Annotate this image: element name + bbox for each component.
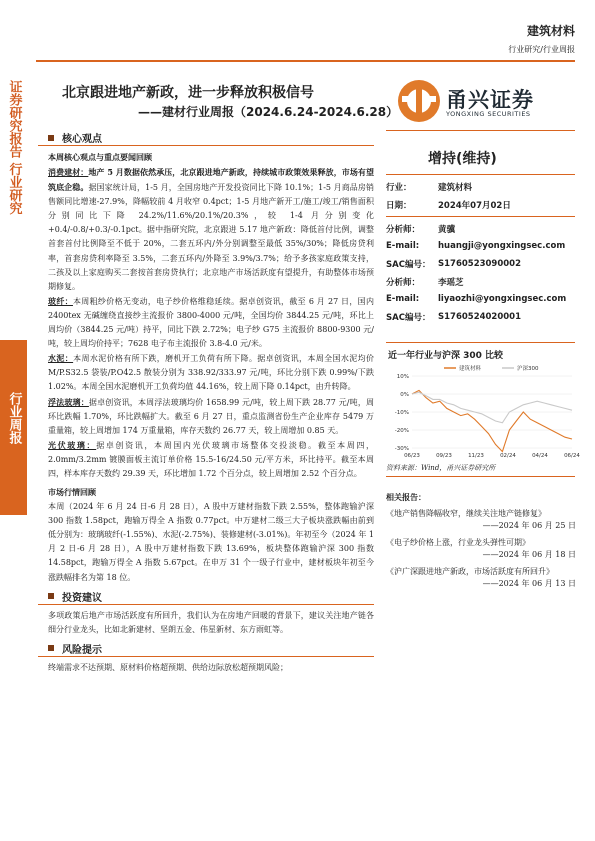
- info-industry: 行业： 建筑材料: [386, 183, 473, 193]
- side-tag-text: 证券研究报告 行业研究: [6, 80, 22, 215]
- consumption-bold: 地产 5 月数据依然承压，北京跟进地产新政，持续城市政策效果释放，市场有望筑底企稳。: [48, 167, 374, 193]
- report-title: 北京跟进地产新政，进一步释放积极信号: [62, 85, 314, 101]
- section-risk-title: 风险提示: [62, 644, 102, 656]
- legend-label: 沪深300: [517, 366, 539, 372]
- info-block: [386, 178, 576, 214]
- section-core-title: 核心观点: [62, 134, 102, 145]
- market-heading: 市场行情回顾: [48, 488, 96, 498]
- y-tick-label: -30%: [394, 446, 409, 452]
- para-invest: 多项政策后地产市场活跃度有所回升，我们认为在房地产回暖的背景下，建议关注地产链各细分行业龙头，比如北新建材、坚朗五金、伟星新材、东方雨虹等。: [48, 610, 374, 634]
- rating: 增持(维持): [428, 151, 497, 167]
- analyst2-sac: SAC编号： S1760524020001: [386, 312, 522, 323]
- glass-body: 本周粗纱价格无变动，电子纱价格维稳延续。据卓创资讯，截至 6 月 27 日，国内 2400tex 无碱缠绕直接纱主流报价 3800-4000 元/吨，全国均价 3844.25 元/吨，环比上周均价（3844.25 元/吨）持平，同比下跌 2.72%；电子纱 G75 主流报价 8800-9300 元/吨，较上周均价持平；7628 电子布主流报价 3.8-4.0 元/米。: [48, 296, 374, 349]
- section-core: [38, 130, 374, 146]
- analyst1-email: E-mail: huangji@yongxingsec.com: [386, 238, 576, 255]
- series-line-2: [412, 392, 572, 423]
- logo-en: YONGXING SECURITIES: [446, 110, 531, 118]
- para-market: 本周（2024 年 6 月 24 日-6 月 28 日），A 股中万建材指数下跌 2.55%，整体跑输沪深 300 指数 1.58pct，跑输万得全 A 指数 0.77pct。中万建材二级三大子板块涨跌幅由前到低分别为：玻璃玻纤(-1.55%)、水泥(-2.75%)、装修建材(-3.01%)。年初至今（2024 年 1 月 2 日-6 月 28 日），A 股中万建材指数下跌 13.69%，板块整体跑输沪深 300 指数 14.58pct，跑输万得全 A 指数 5.67pct。在申万 31 个一级子行业中，建材板块年初至今涨跌幅排名为第 18 位。: [48, 502, 374, 582]
- para-risk: 终端需求不达预期、原材料价格超预期、供给边际放松超预期风险；: [48, 662, 288, 672]
- core-subheading: 本周核心观点与重点要闻回顾: [48, 153, 152, 162]
- analyst2-email-link[interactable]: liyaozhi@yongxingsec.com: [438, 294, 567, 304]
- para-float-glass: [48, 395, 374, 438]
- glass-lead: 玻纤：: [48, 295, 73, 306]
- para-pv-glass: [48, 438, 374, 481]
- y-tick-label: -10%: [394, 410, 409, 416]
- header-subline: 行业研究/行业周报: [508, 45, 575, 54]
- y-tick-label: -20%: [394, 428, 409, 434]
- analyst2-email: E-mail: liyaozhi@yongxingsec.com: [386, 294, 567, 304]
- x-tick-label: 06/24: [564, 453, 580, 459]
- related-heading: 相关报告：: [386, 493, 426, 502]
- related-item-2[interactable]: 《电子纱价格上涨，行业龙头弹性可期》: [386, 537, 530, 547]
- chart-rule: [386, 342, 575, 343]
- related-item-3[interactable]: 《沪广深跟进地产新政，市场活跃度有所回升》: [386, 566, 554, 576]
- y-tick-label: 0%: [400, 392, 409, 398]
- related-date-3: ——2024 年 06 月 13 日: [482, 579, 576, 588]
- rating-rule: [386, 174, 575, 175]
- logo-rule: [386, 130, 575, 131]
- related-reports: [386, 492, 576, 595]
- pv-body: 据卓创资讯，本周国内光伏玻璃市场整体交投淡稳。截至本周四，2.0mm/3.2mm 镀膜面板主流订单价格 15.5-16/24.50 元/平方米，环比持平。截至本周四，样本库存天数约 29.39 天，环比增加 1.72 个百分点，较上周增加 2.52 个百分点。: [48, 440, 375, 478]
- section-risk: [38, 641, 374, 657]
- side-tag: [0, 80, 27, 340]
- y-tick-label: 10%: [396, 374, 409, 380]
- analyst1-name: 分析师： 黄骥: [386, 225, 456, 235]
- report-subtitle: ——建材行业周报（2024.6.24-2024.6.28）: [138, 105, 399, 119]
- section-marker-icon: [48, 135, 54, 141]
- header-category: 建筑材料: [526, 24, 575, 38]
- related-item-1[interactable]: 《地产销售降幅收窄，继续关注地产链修复》: [386, 508, 546, 518]
- x-tick-label: 02/24: [500, 453, 516, 459]
- company-logo: [392, 78, 562, 124]
- section-invest-title: 投资建议: [62, 592, 102, 604]
- section-invest: [38, 589, 374, 605]
- related-date-1: ——2024 年 06 月 25 日: [482, 521, 576, 530]
- section-marker-icon: [48, 645, 54, 651]
- side-box-text: 行业周报: [6, 392, 22, 444]
- analyst1-sac: SAC编号： S1760523090002: [386, 259, 522, 270]
- side-box: [0, 340, 27, 515]
- x-tick-label: 06/23: [404, 453, 420, 459]
- info-date: 日期： 2024年07月02日: [386, 201, 511, 211]
- para-cement: [48, 351, 374, 394]
- related-rule: [386, 476, 575, 477]
- info-rule: [386, 216, 575, 217]
- legend-label: 建筑材料: [459, 366, 482, 372]
- section-marker-icon: [48, 593, 54, 599]
- cement-body: 本周水泥价格有所下跌，磨机开工负荷有所下降。据卓创资讯，本周全国水泥均价 M/P.S32.5 袋装/P.O42.5 散装分别为 338.92/333.97 元/吨，环比分别下跌 0.99%/下跌 1.02%。本周全国水泥磨机开工负荷均值 44.16%，较上周下降 0.14pct，由升转降。: [48, 354, 375, 392]
- x-tick-label: 11/23: [468, 453, 484, 459]
- para-consumption: [48, 165, 374, 294]
- consumption-body: 据国家统计局，1-5 月，全国房地产开发投资同比下降 10.1%；1-5 月商品房销售额同比增速-27.9%，降幅较前 4 月收窄 0.4pct；1-5 月地产新开工/施工/竣工/销售面积分别同比下降 24.2%/11.6%/20.1%/20.3%，较 1-4 月分别变化+0.4/-0.8/+0.3/-0.1pct。据中指研究院，北京跟进 5.17 地产新政：降低首付比例，调整首套首付比例降至不低于 20%，二套五环内/外分别调整至最低 35%/30%；降低房贷利率，首套房贷利率降至 3.5%，二套五环内/外降至 3.9%/3.7%；给予多孩家庭政策支持，二孩及以上家庭购买二套按首套房贷执行；北京地产市场活跃度有望提升，有助整体市场预期修复。: [48, 183, 374, 291]
- para-glassfiber: [48, 294, 374, 351]
- cement-lead: 水泥：: [48, 353, 74, 364]
- chart-title: 近一年行业与沪深 300 比较: [388, 351, 504, 361]
- related-date-2: ——2024 年 06 月 18 日: [482, 550, 576, 559]
- logo-mark-icon: [396, 78, 442, 124]
- logo-cn: 甬兴证券: [446, 88, 534, 112]
- chart-source: 资料来源：Wind，甬兴证券研究所: [386, 464, 496, 472]
- main-column: [38, 130, 374, 675]
- analyst1-email-link[interactable]: huangji@yongxingsec.com: [438, 241, 566, 251]
- analyst2-name: 分析师： 李瑶芝: [386, 278, 464, 288]
- float-body: 据卓创资讯，本周浮法玻璃均价 1658.99 元/吨，较上周下跌 28.77 元/吨，周环比跌幅 1.70%，环比跌幅扩大。截至 6 月 27 日，重点监测省份生产企业库存 5479 万重量箱，较上周增加 174 万重量箱，库存天数约 26.77 天，较上周增加 0.85 天。: [48, 397, 375, 435]
- x-tick-label: 04/24: [532, 453, 548, 459]
- float-lead: 浮法玻璃：: [48, 396, 89, 407]
- header-rule: [36, 60, 575, 62]
- pv-lead: 光伏玻璃：: [48, 439, 97, 450]
- comparison-chart: [386, 362, 580, 462]
- consumption-lead: 消费建材：: [48, 167, 89, 177]
- x-tick-label: 09/23: [436, 453, 452, 459]
- analyst-block: [386, 220, 576, 326]
